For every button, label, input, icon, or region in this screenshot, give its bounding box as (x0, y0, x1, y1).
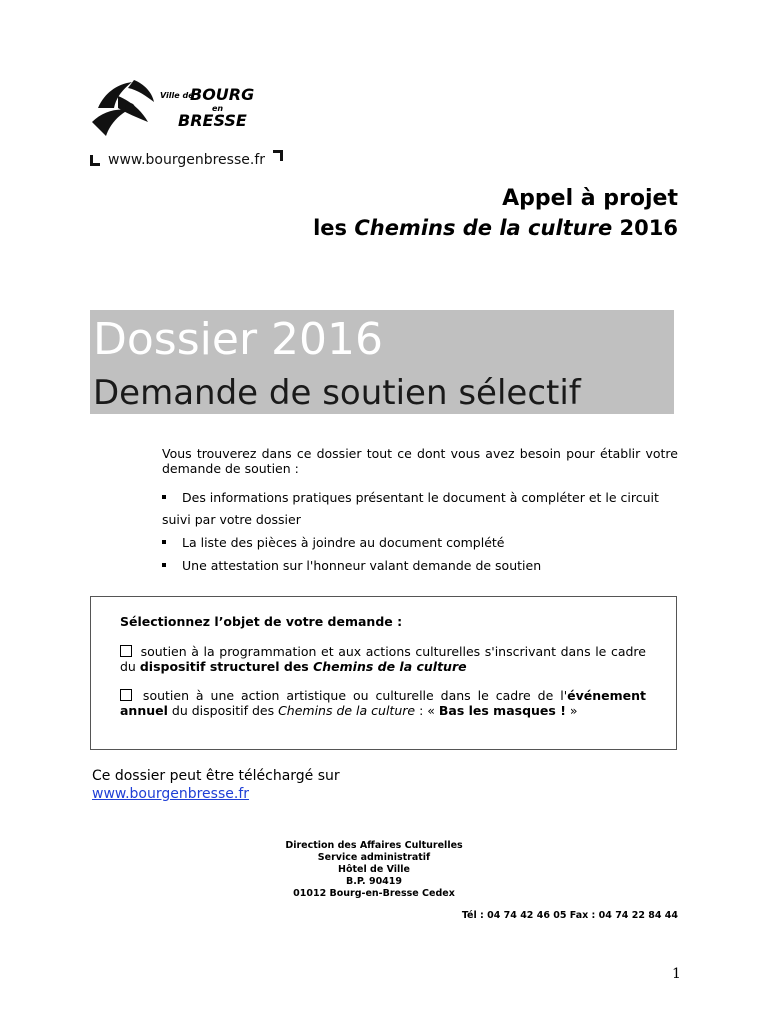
address-line: Hôtel de Ville (338, 864, 410, 875)
banner-title: Dossier 2016 (93, 314, 383, 365)
option-programmation: soutien à la programmation et aux actions culturelles s'inscrivant dans le cadre du dispositif structurel des Chemins de la culture (120, 644, 646, 674)
bullet-item-continuation: suivi par votre dossier (162, 512, 301, 527)
checkbox-evenement-annuel[interactable] (120, 689, 132, 701)
bullet-item: Une attestation sur l'honneur valant demande de soutien (162, 558, 541, 573)
banner-subtitle: Demande de soutien sélectif (93, 373, 581, 413)
checkbox-programmation[interactable] (120, 645, 132, 657)
address-block (280, 840, 468, 900)
logo-emblem-icon (92, 80, 154, 136)
document-subtitle: les Chemins de la culture 2016 (313, 216, 678, 240)
corner-bracket-right-icon (273, 150, 283, 161)
bullet-square-icon (162, 540, 166, 544)
bullet-square-icon (162, 495, 166, 499)
bullet-item: La liste des pièces à joindre au document complété (162, 535, 504, 550)
logo-name-line1: Ville de (160, 91, 194, 100)
selection-heading: Sélectionnez l’objet de votre demande : (120, 614, 403, 629)
address-line: Service administratif (317, 852, 431, 863)
logo-url-row (90, 150, 283, 168)
bullet-item: Des informations pratiques présentant le document à compléter et le circuit (162, 490, 659, 505)
address-line: Direction des Affaires Culturelles (285, 840, 463, 851)
logo-name-line4: BRESSE (178, 111, 247, 130)
option-evenement-annuel: soutien à une action artistique ou culturelle dans le cadre de l'événement annuel du dispositif des Chemins de la culture : « Bas les masques ! » (120, 688, 646, 718)
logo-url: www.bourgenbresse.fr (108, 152, 266, 168)
address-line: 01012 Bourg-en-Bresse Cedex (293, 888, 455, 899)
download-text: Ce dossier peut être téléchargé sur (92, 768, 340, 784)
corner-bracket-left-icon (90, 155, 100, 166)
city-logo (88, 78, 288, 140)
page-number: 1 (672, 966, 681, 982)
bullet-square-icon (162, 563, 166, 567)
document-title: Appel à projet (502, 186, 678, 211)
intro-paragraph: Vous trouverez dans ce dossier tout ce dont vous avez besoin pour établir votre demande de soutien : (162, 446, 678, 476)
address-line: B.P. 90419 (345, 876, 403, 887)
phone-fax: Tél : 04 74 42 46 05 Fax : 04 74 22 84 44 (461, 910, 678, 921)
download-link[interactable]: www.bourgenbresse.fr (92, 786, 250, 802)
logo-name-line3: en (212, 104, 224, 113)
logo-name-line2: BOURG (190, 85, 255, 104)
